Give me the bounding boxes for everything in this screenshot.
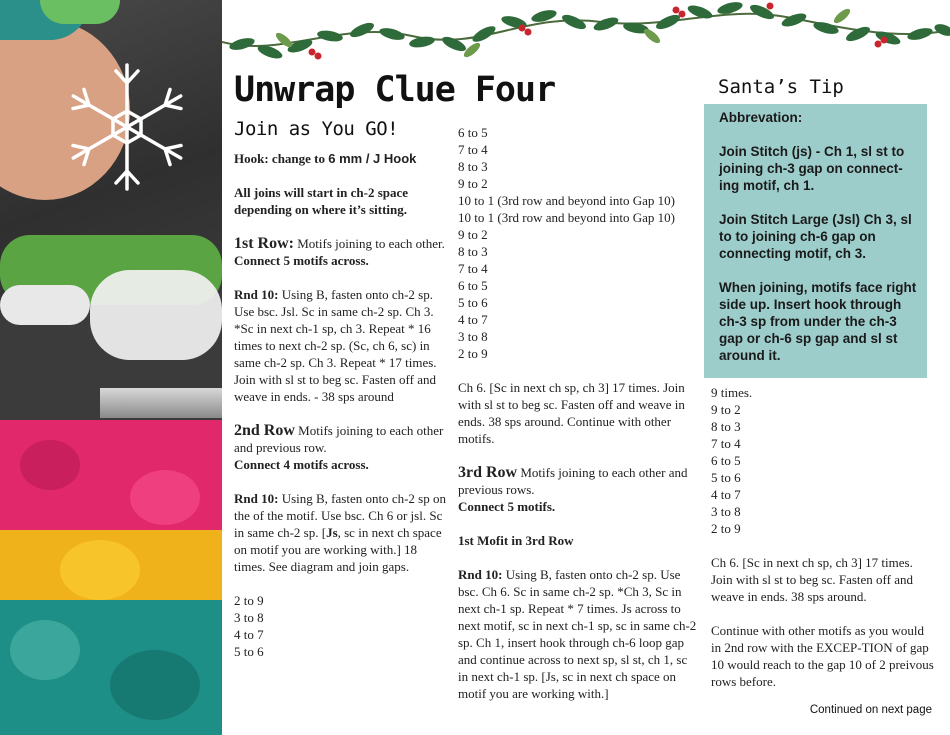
column-3 [711,384,937,690]
gap-line: 3 to 8 [458,329,488,344]
gap-line: 8 to 3 [458,244,488,259]
continued-note: Continued on next page [809,704,932,716]
tip-heading: Santa’s Tip [718,76,844,98]
gap-line: 5 to 6 [234,644,264,659]
joining-note: When joining, motifs face right side up. Insert hook through ch-3 sp from under the ch-3 gap or ch-6 sp gap and sl st around it. [719,280,917,363]
gap-line: 3 to 8 [234,610,264,625]
joins-note: All joins will start in ch-2 space depending on where it’s sitting. [234,185,409,217]
row3-paragraph: 3rd Row Motifs joining to each other and previous rows. Connect 5 motifs. [458,464,688,514]
hook-note: Hook: change to 6 mm / J Hook [234,151,417,166]
gap-line: 9 to 2 [458,176,488,191]
snowflake-icon [52,52,202,202]
gap-line: 4 to 7 [234,627,264,642]
gap-line: 8 to 3 [458,159,488,174]
ch6-paragraph: Ch 6. [Sc in next ch sp, ch 3] 17 times. Join with sl st to beg sc. Fasten off and weave in ends. 38 sps around. Continue with other motifs. [458,380,685,446]
gap-line: 2 to 9 [711,521,741,536]
holly-garland [222,0,950,72]
gap-line: 5 to 6 [711,470,741,485]
times-line: 9 times. [711,385,753,400]
continue-paragraph: Continue with other motifs as you would in 2nd row with the EXCEP-TION of gap 10 would reach to the gap 10 of 2 preivous rows before. [711,623,934,689]
gap-line: 4 to 7 [458,312,488,327]
abbreviation-label: Abbrevation: [719,110,803,125]
rnd10-row2: Rnd 10: Using B, fasten onto ch-2 sp on the of the motif. Use bsc. Ch 6 or jsl. Sc in same ch-2 sp. [Js, sc in next ch space on motif you are working with.] 18 times. See diagram and join gaps. [234,491,446,574]
gap-line: 7 to 4 [458,261,488,276]
page-subtitle: Join as You GO! [234,118,399,140]
gap-line: 6 to 5 [458,125,488,140]
js-definition: Join Stitch (js) - Ch 1, sl st to joining ch-3 gap on connect-ing motif, ch 1. [719,144,905,193]
column-1 [234,150,450,660]
column-2 [458,124,698,702]
gap-line: 6 to 5 [711,453,741,468]
tip-box [704,104,927,378]
ch6-paragraph: Ch 6. [Sc in next ch sp, ch 3] 17 times. Join with sl st to beg sc. Fasten off and weave in ends. 38 sps around. [711,555,913,604]
gap-line: 9 to 2 [711,402,741,417]
gap-line: 10 to 1 (3rd row and beyond into Gap 10) [458,210,675,225]
first-motif-heading: 1st Mofit in 3rd Row [458,533,574,548]
gap-line: 6 to 5 [458,278,488,293]
gap-line: 7 to 4 [458,142,488,157]
gap-line: 7 to 4 [711,436,741,451]
row1-paragraph: 1st Row: Motifs joining to each other. Connect 5 motifs across. [234,235,445,268]
rnd10-row1: Rnd 10: Using B, fasten onto ch-2 sp. Use bsc. Jsl. Sc in same ch-2 sp. Ch 3. *Sc in next ch-1 sp, ch 3. Repeat * 16 times to next ch-2 sp. (Sc, ch 6, sc) in same ch-2 sp. Ch 3. Repeat * 17 times. Join with sl st to beg sc. Fasten off and weave in ends. - 38 sps around [234,287,437,404]
rnd10-row3: Rnd 10: Using B, fasten onto ch-2 sp. Use bsc. Ch 6. Sc in same ch-2 sp. *Ch 3, Sc in next ch-1 sp. Repeat * 7 times. Js across to next motif, sc in next ch-1 sp, sc in same ch-2 sp. Ch 1, insert hook through ch-6 loop gap and continue across to next sp, sl st, ch 1, sc in next ch-1 sp. [Js, sc in next ch space on motif you are working with.] [458,567,697,701]
gap-line: 3 to 8 [711,504,741,519]
gap-line: 8 to 3 [711,419,741,434]
gap-line: 2 to 9 [458,346,488,361]
jsl-definition: Join Stitch Large (Jsl) Ch 3, sl to to joining ch-6 gap on connecting motif, ch 3. [719,212,912,261]
gap-line: 9 to 2 [458,227,488,242]
gap-line: 2 to 9 [234,593,264,608]
gap-line: 10 to 1 (3rd row and beyond into Gap 10) [458,193,675,208]
gap-line: 5 to 6 [458,295,488,310]
gap-line: 4 to 7 [711,487,741,502]
page-title: Unwrap Clue Four [234,70,556,110]
row2-paragraph: 2nd Row Motifs joining to each other and previous row. Connect 4 motifs across. [234,422,444,472]
